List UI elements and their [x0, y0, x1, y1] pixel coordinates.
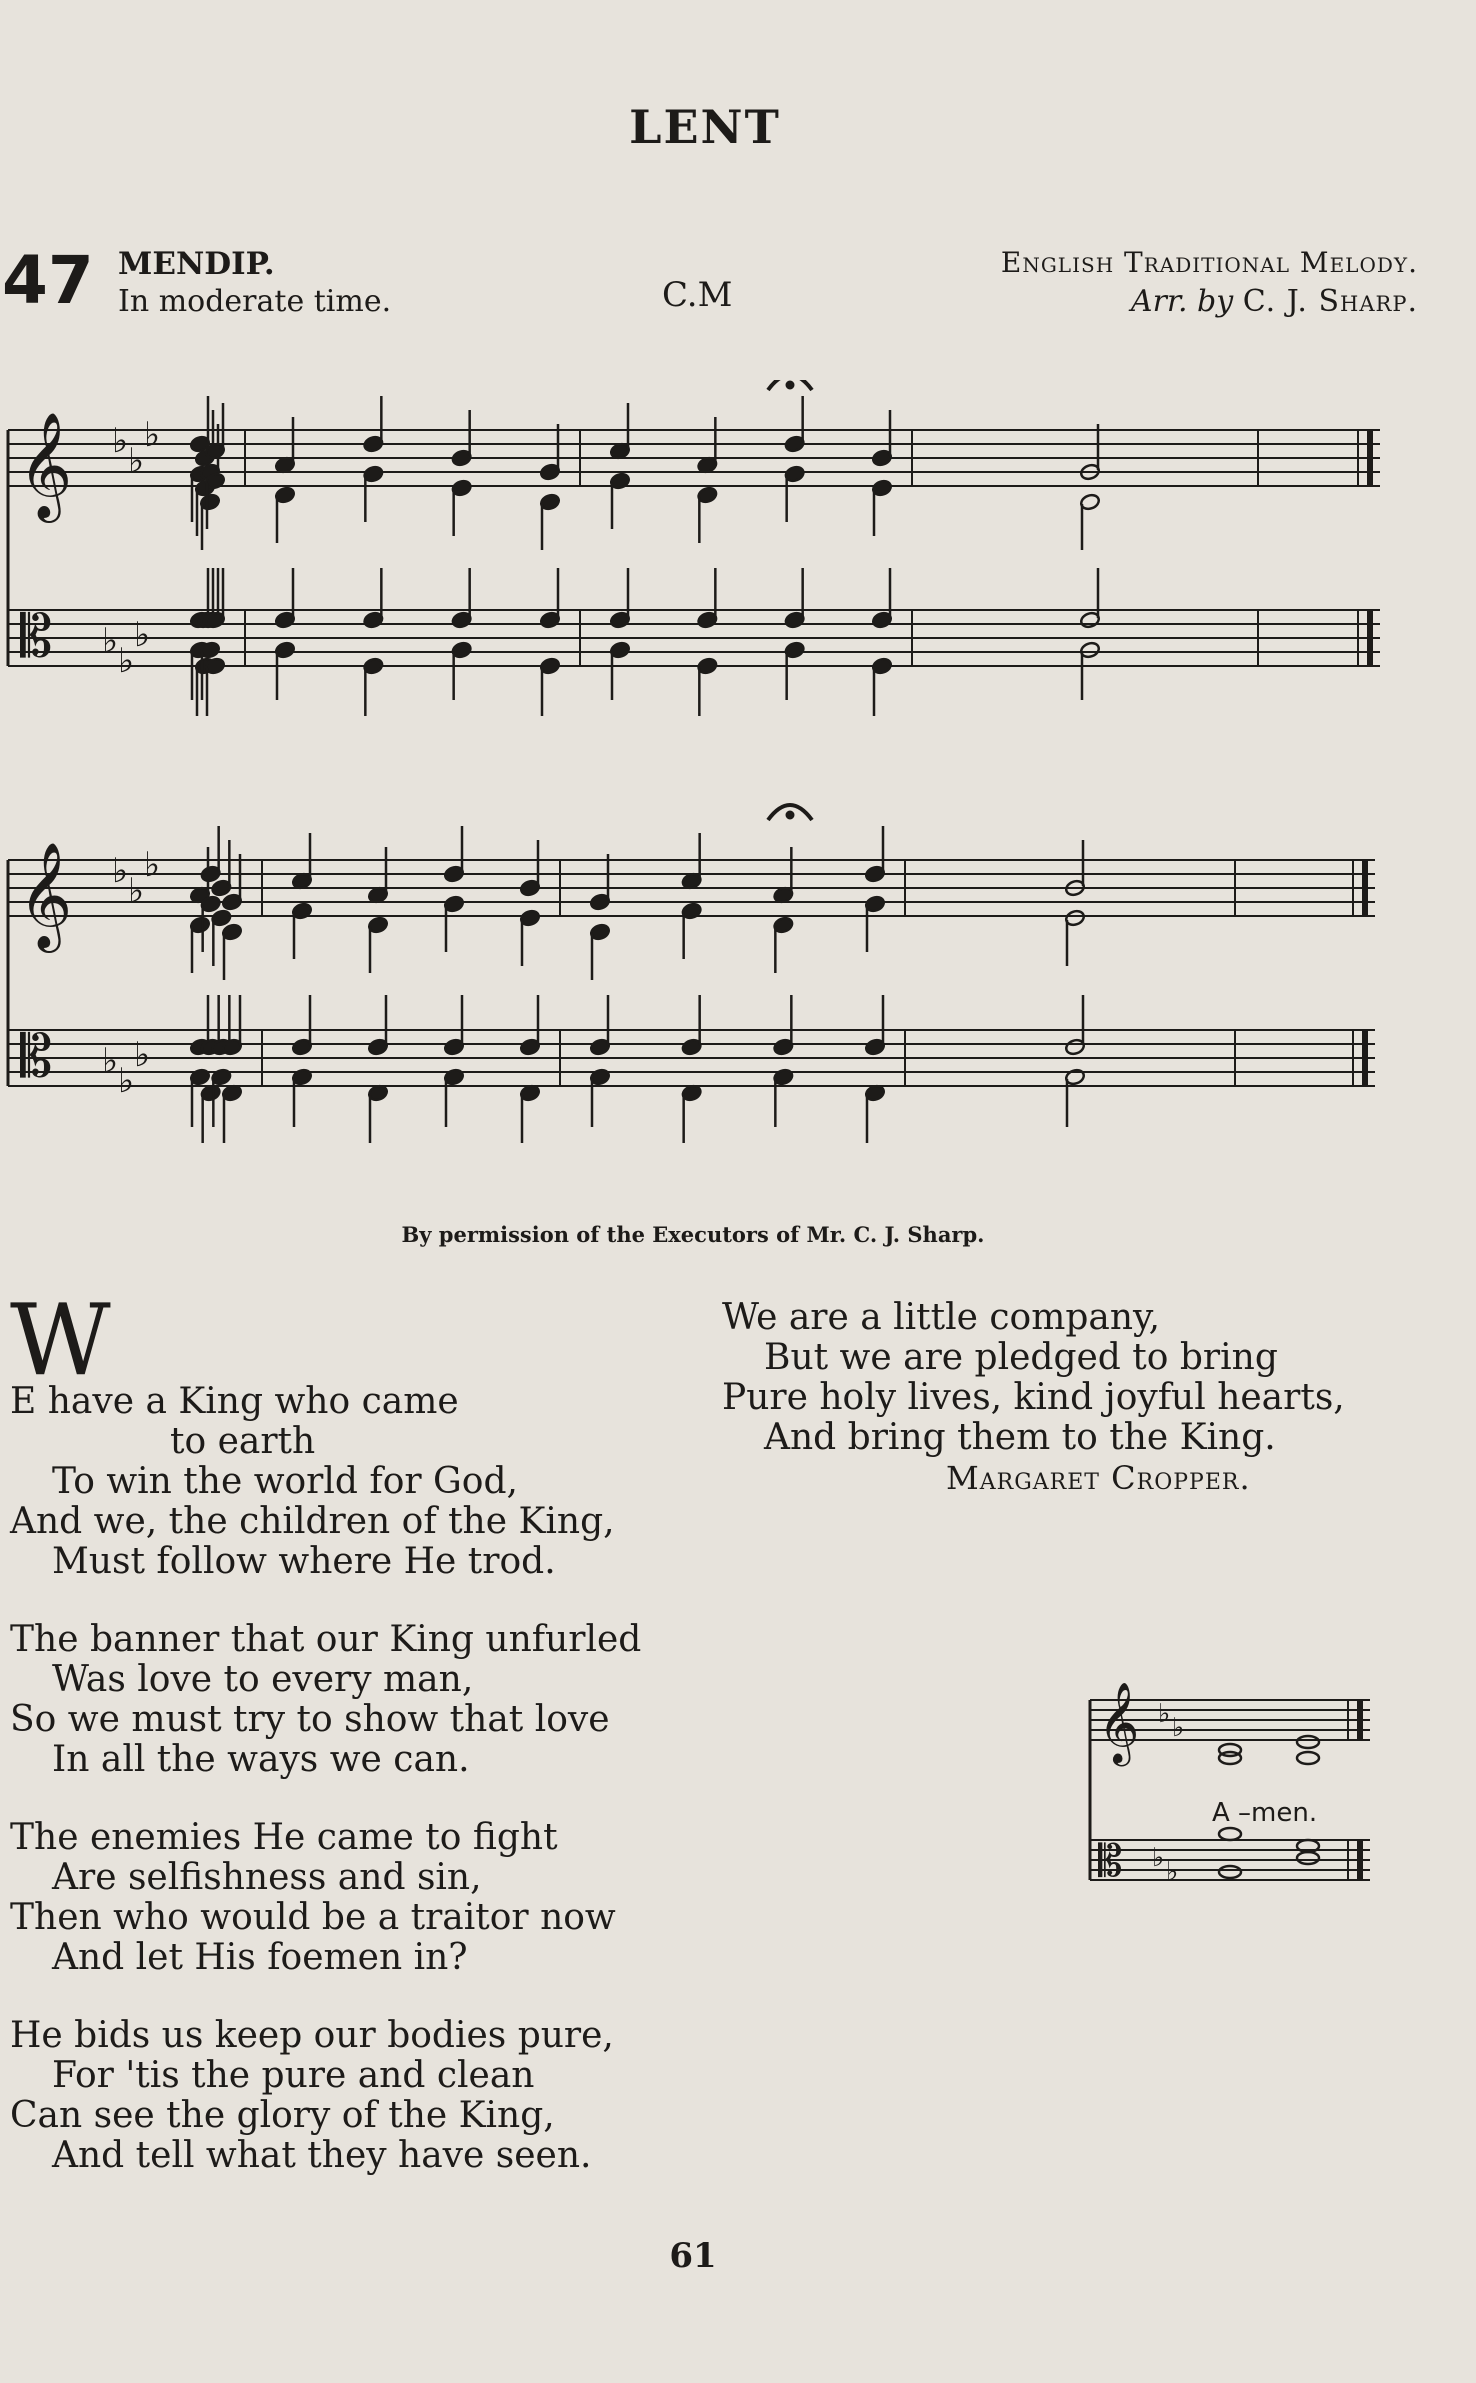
treble-clef: 𝄞: [1098, 1681, 1140, 1763]
flat-sign: ♭: [128, 871, 145, 911]
tune-source: English Traditional Melody.: [1000, 246, 1418, 279]
note-head: [1297, 1852, 1319, 1864]
amen-score: [1080, 1650, 1380, 1920]
verse-line: To win the world for God,: [52, 1461, 518, 1502]
tune-name: MENDIP.: [118, 246, 275, 282]
fermata-dot: [786, 381, 794, 389]
fermata-dot: [786, 811, 794, 819]
arranger-prefix: Arr. by: [1130, 284, 1234, 319]
verse-line: Then who would be a traitor now: [10, 1897, 616, 1938]
note-head: [1219, 1828, 1241, 1840]
verse-line: The enemies He came to fight: [10, 1817, 558, 1858]
verse-line: The banner that our King unfurled: [10, 1619, 642, 1660]
meter: C.M: [662, 275, 733, 315]
verse-line: We are a little company,: [722, 1297, 1161, 1338]
flat-sign: ♭: [134, 615, 151, 655]
alto-clef: 𝄡: [1098, 1836, 1123, 1887]
verse-line: And bring them to the King.: [764, 1417, 1276, 1458]
flat-sign: ♭: [112, 851, 129, 891]
flat-sign: ♭: [112, 421, 129, 461]
flat-sign: ♭: [144, 415, 161, 455]
note-head: [1219, 1752, 1241, 1764]
verse-line: So we must try to show that love: [10, 1699, 610, 1740]
verse-line: And we, the children of the King,: [10, 1501, 615, 1542]
page-number: 61: [669, 2236, 717, 2276]
amen-text: A –men.: [1212, 1798, 1318, 1828]
permission-note: By permission of the Executors of Mr. C. J. Sharp.: [401, 1222, 985, 1247]
hymn-number: 47: [2, 242, 94, 319]
flat-sign: ♭: [102, 1041, 119, 1081]
flat-sign: ♭: [1166, 1857, 1179, 1887]
flat-sign: ♭: [1172, 1713, 1185, 1743]
note-head: [1297, 1736, 1319, 1748]
flat-sign: ♭: [134, 1035, 151, 1075]
verse-line: He bids us keep our bodies pure,: [10, 2015, 614, 2056]
flat-sign: ♭: [102, 621, 119, 661]
flat-sign: ♭: [144, 845, 161, 885]
verse-line: to earth: [170, 1421, 316, 1462]
treble-clef: 𝄞: [18, 411, 73, 518]
verse-line: In all the ways we can.: [52, 1739, 470, 1780]
flat-sign: ♭: [128, 441, 145, 481]
verse-line: And tell what they have seen.: [52, 2135, 592, 2176]
stanza-4: [10, 2016, 670, 2176]
verse-line: Can see the glory of the King,: [10, 2095, 555, 2136]
verses-right-column: [722, 1298, 1402, 1536]
stanza-5: [722, 1298, 1402, 1498]
verse-line: And let His foemen in?: [52, 1937, 468, 1978]
stanza-3: [10, 1818, 670, 1978]
author: Margaret Cropper.: [946, 1459, 1251, 1497]
verse-line: For 'tis the pure and clean: [52, 2055, 535, 2096]
flat-sign: ♭: [1158, 1699, 1171, 1729]
verse-line: Pure holy lives, kind joyful hearts,: [722, 1377, 1345, 1418]
verse-line: [10, 1382, 638, 1422]
verses-left-column: [10, 1284, 670, 2214]
verse-line: But we are pledged to bring: [764, 1337, 1278, 1378]
treble-clef: 𝄞: [18, 841, 73, 948]
arranger-credit: [1131, 284, 1418, 319]
stanza-1: [10, 1284, 670, 1582]
stanza-2: [10, 1620, 670, 1780]
flat-sign: ♭: [118, 1061, 135, 1101]
tempo-marking: In moderate time.: [118, 284, 392, 319]
music-score: [0, 380, 1400, 1180]
verse-line: Must follow where He trod.: [52, 1541, 556, 1582]
section-title: LENT: [629, 100, 781, 154]
verse-line-text: E have a King who came: [10, 1381, 459, 1422]
note-head: [1219, 1866, 1241, 1878]
verse-line: Was love to every man,: [52, 1659, 474, 1700]
note-head: [1297, 1752, 1319, 1764]
alto-clef: 𝄡: [20, 602, 53, 670]
alto-clef: 𝄡: [20, 1022, 53, 1090]
arranger-name: C. J. Sharp.: [1242, 284, 1418, 319]
flat-sign: ♭: [118, 641, 135, 681]
drop-cap: W: [10, 1284, 111, 1398]
flat-sign: ♭: [1152, 1843, 1165, 1873]
verse-line: Are selfishness and sin,: [52, 1857, 482, 1898]
